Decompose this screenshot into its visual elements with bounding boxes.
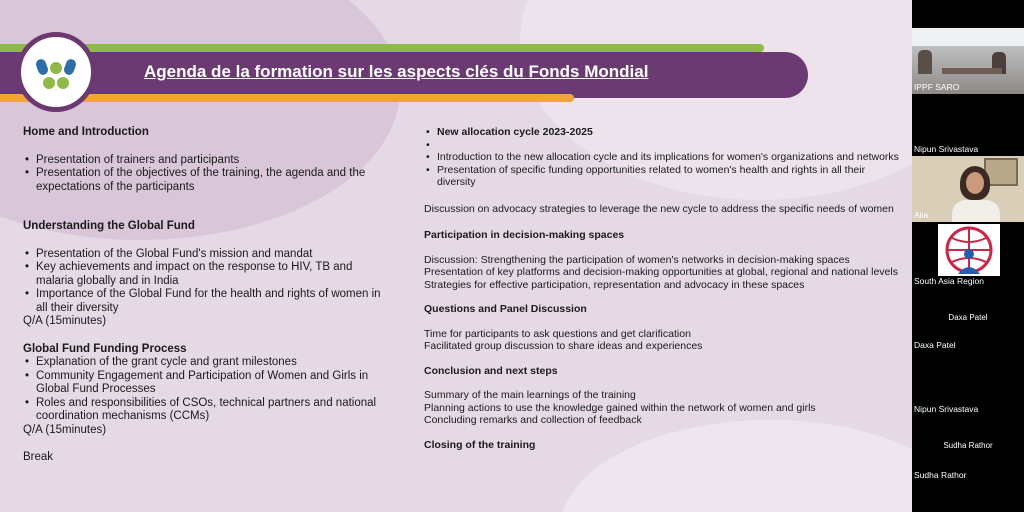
agenda-item: • Introduction to the new allocation cycle and its implications for women's organizations and networks xyxy=(424,151,904,164)
agenda-item xyxy=(424,139,904,152)
participant-tile[interactable] xyxy=(912,222,1024,288)
agenda-section-heading: Closing of the training xyxy=(424,438,536,451)
agenda-item: • Presentation of the Global Fund's mission and mandat xyxy=(23,248,383,262)
agenda-section-heading: Understanding the Global Fund xyxy=(23,220,195,232)
agenda-item: • Community Engagement and Participation of Women and Girls in Global Fund Processes xyxy=(23,370,383,397)
agenda-item: Concluding remarks and collection of feedback xyxy=(424,414,642,426)
participant-name: Alia xyxy=(914,210,929,220)
participant-name: South Asia Region xyxy=(914,276,984,286)
globe-logo-icon xyxy=(938,224,1000,276)
agenda-section-heading: Global Fund Funding Process xyxy=(23,342,187,355)
agenda-item: Planning actions to use the knowledge gained within the network of women and girls xyxy=(424,401,816,414)
agenda-section-heading: Participation in decision-making spaces xyxy=(424,229,625,241)
agenda-item: Strategies for effective participation, representation and advocacy in these spaces xyxy=(424,278,805,291)
video-feed xyxy=(912,156,1024,222)
participant-center-name: Daxa Patel xyxy=(948,313,988,322)
participant-tile[interactable] xyxy=(912,28,1024,94)
agenda-item: Q/A (15minutes) xyxy=(23,315,107,327)
participant-tile[interactable] xyxy=(912,94,1024,156)
participant-name: Sudha Rathor xyxy=(914,470,967,480)
agenda-item: Discussion: Strengthening the participation of women's networks in decision-making spaces xyxy=(424,253,850,266)
agenda-item: Break xyxy=(23,451,54,463)
participant-name: Daxa Patel xyxy=(914,340,956,350)
organization-logo xyxy=(16,32,96,112)
agenda-item: • Presentation of the objectives of the training, the agenda and the expectations of the participants xyxy=(23,167,383,194)
participant-tile[interactable] xyxy=(912,156,1024,222)
agenda-item: • Key achievements and impact on the response to HIV, TB and malaria globally and in India xyxy=(23,261,383,288)
agenda-section-heading: • New allocation cycle 2023-2025 xyxy=(424,126,904,139)
agenda-item: Summary of the main learnings of the training xyxy=(424,389,636,401)
agenda-item: Time for participants to ask questions and get clarification xyxy=(424,327,691,340)
agenda-item: • Presentation of specific funding opportunities related to women's health and rights in all their diversity xyxy=(424,164,904,189)
slide-title: Agenda de la formation sur les aspects clés du Fonds Mondial xyxy=(144,62,649,81)
participant-name: Nipun Srivastava xyxy=(914,144,979,154)
participants-panel xyxy=(912,0,1024,512)
participant-logo xyxy=(938,224,1000,276)
agenda-item: • Presentation of trainers and participants xyxy=(23,154,383,168)
logo-mark-icon xyxy=(21,37,91,107)
title-banner xyxy=(0,0,912,110)
agenda-section-heading: Conclusion and next steps xyxy=(424,364,558,377)
participant-name: IPPF SARO xyxy=(914,82,960,92)
agenda-item: Discussion on advocacy strategies to leverage the new cycle to address the specific needs of women xyxy=(424,202,894,215)
agenda-section-heading: Questions and Panel Discussion xyxy=(424,303,587,315)
participant-tile[interactable] xyxy=(912,290,1024,352)
agenda-item: • Explanation of the grant cycle and grant milestones xyxy=(23,356,383,370)
agenda-item: Presentation of key platforms and decision-making opportunities at global, regional and national levels xyxy=(424,266,898,278)
participant-name: Nipun Srivastava xyxy=(914,404,979,414)
participant-tile[interactable] xyxy=(912,416,1024,482)
agenda-item: • Roles and responsibilities of CSOs, technical partners and national coordination mechanisms (CCMs) xyxy=(23,397,383,424)
agenda-section-heading: Home and Introduction xyxy=(23,126,149,138)
agenda-left-column xyxy=(23,126,383,465)
agenda-item: Q/A (15minutes) xyxy=(23,423,107,436)
agenda-item: Facilitated group discussion to share ideas and experiences xyxy=(424,340,703,352)
participant-center-name: Sudha Rathor xyxy=(943,441,993,450)
participant-tile[interactable] xyxy=(912,352,1024,416)
agenda-item: • Importance of the Global Fund for the health and rights of women in all their diversity xyxy=(23,288,383,315)
agenda-right-column xyxy=(424,126,904,451)
